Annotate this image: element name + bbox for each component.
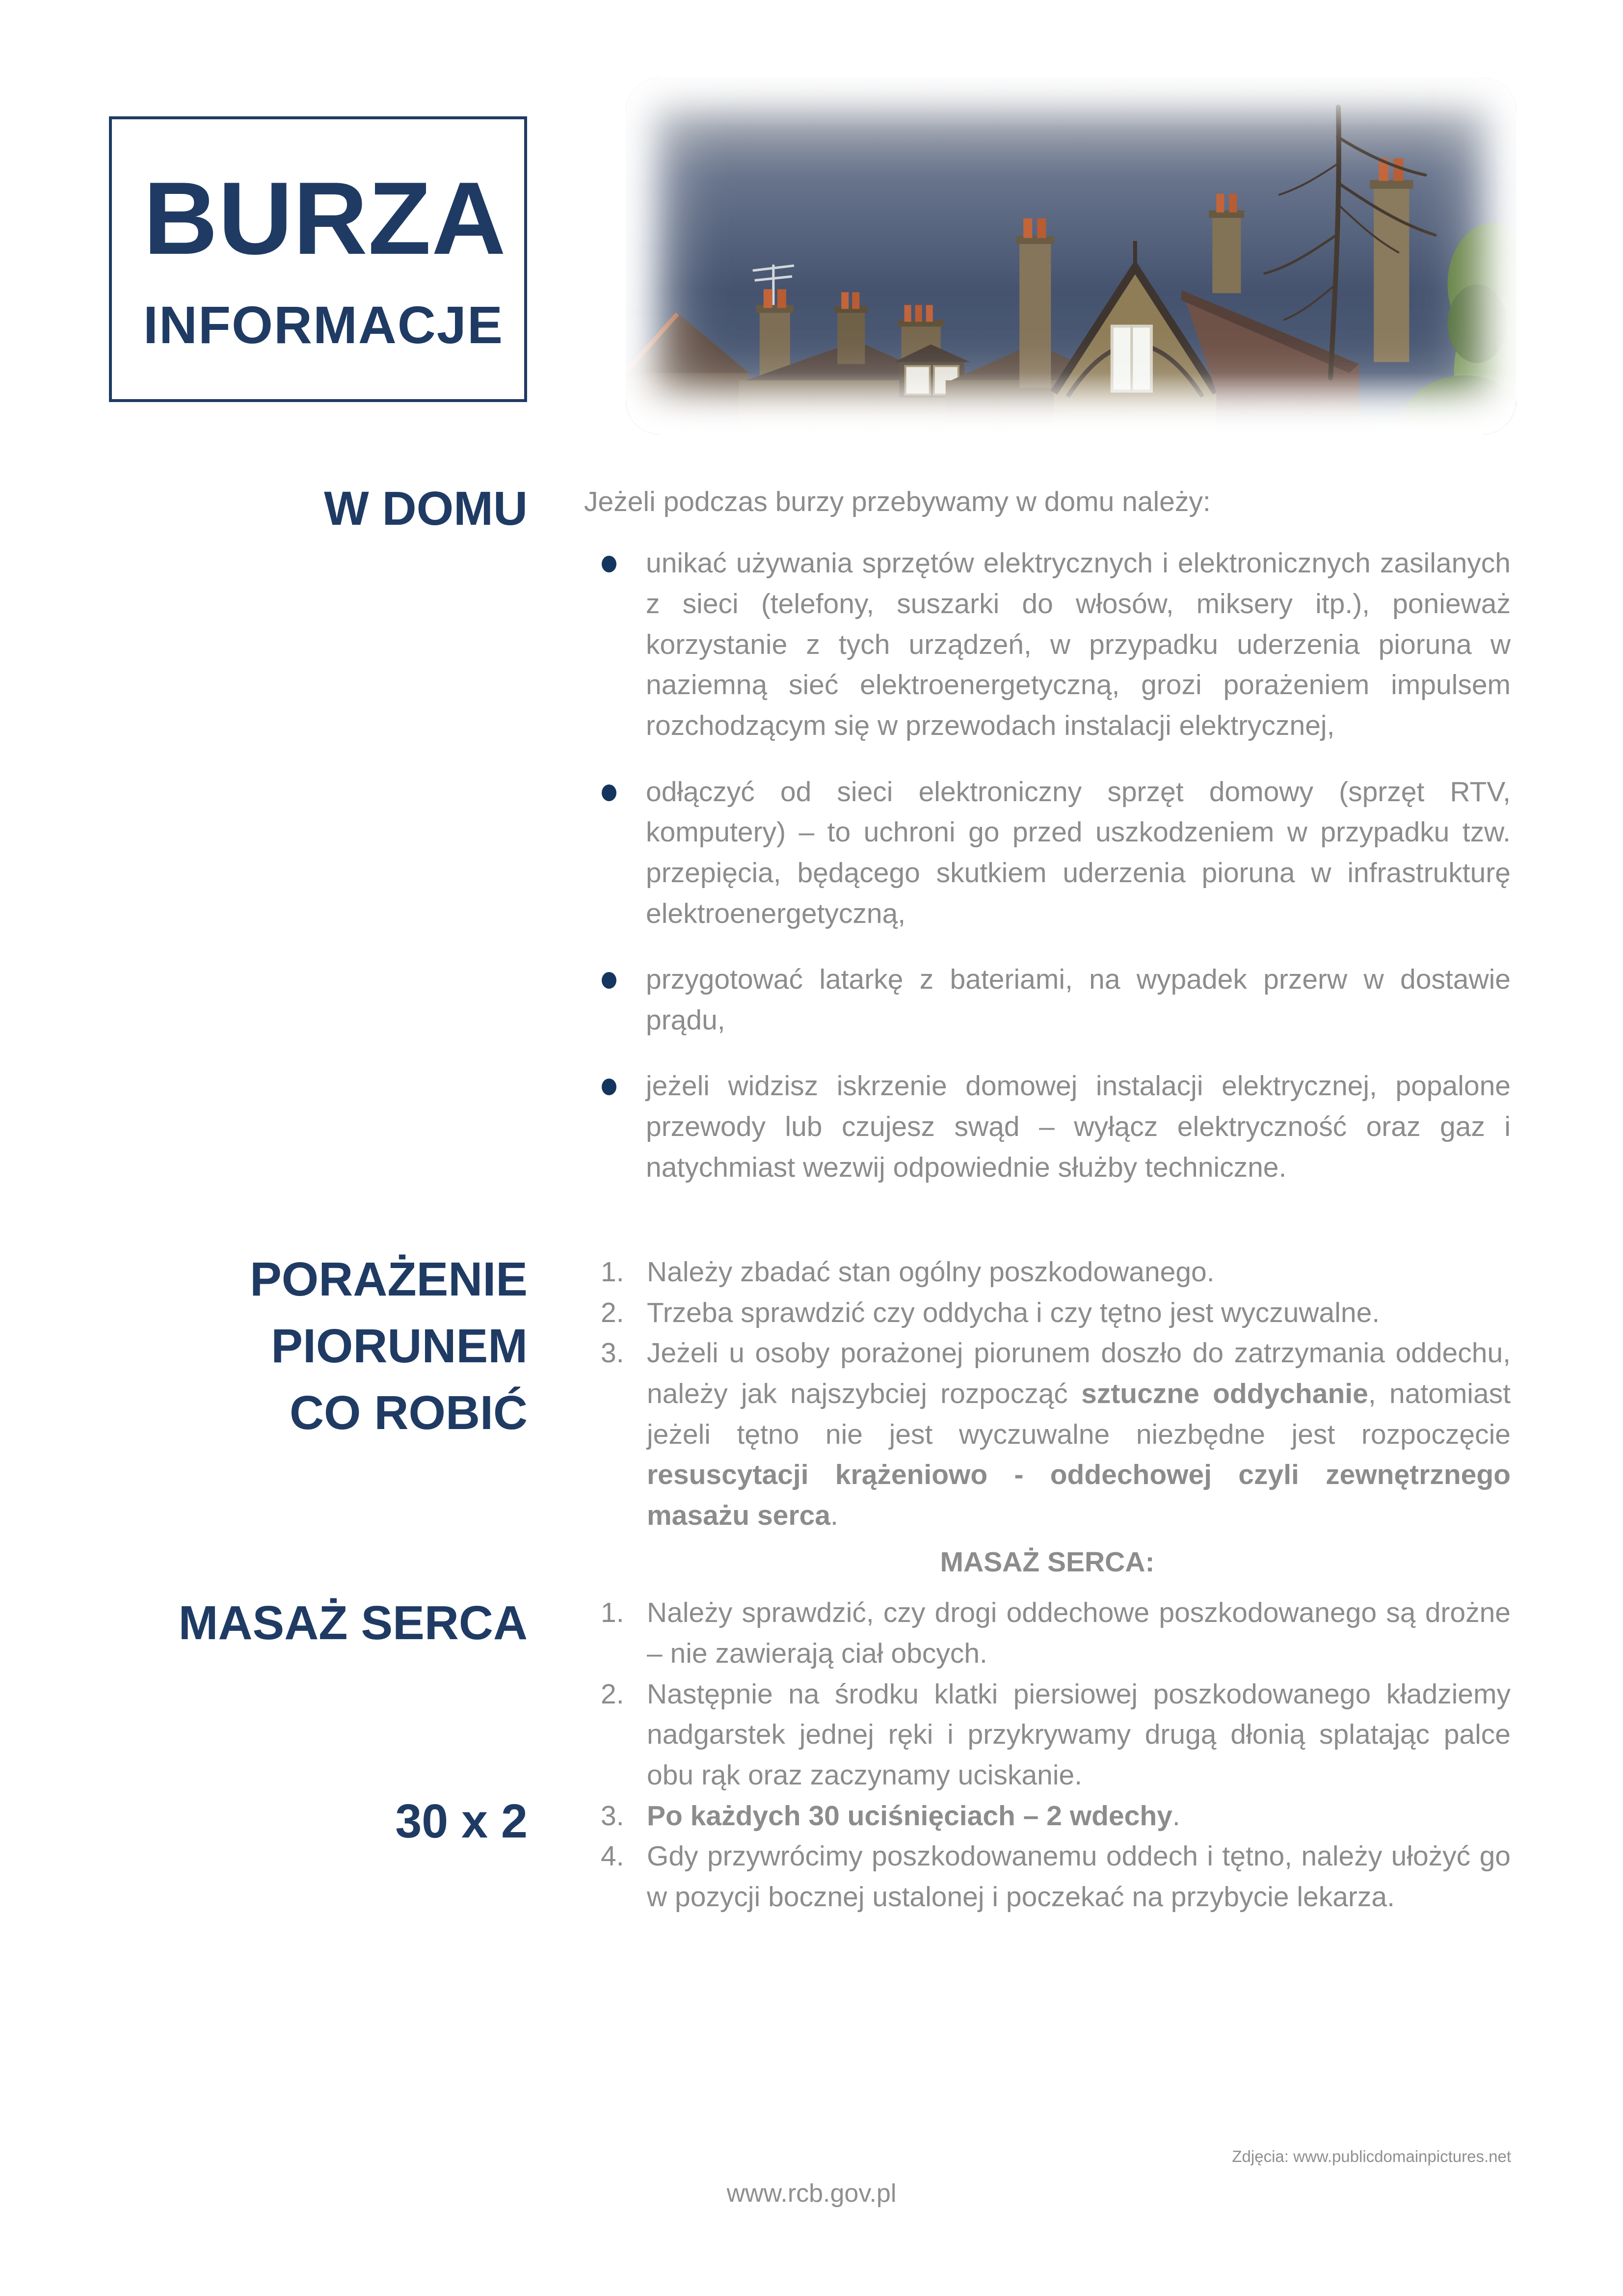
step-item [584,1333,1511,1536]
title-box [109,116,527,402]
step-item: Należy zbadać stan ogólny poszkodowanego. [647,1256,1215,1288]
rooftops-illustration [626,78,1517,434]
step-item: Należy sprawdzić, czy drogi oddechowe poszkodowanego są drożne – nie zawierają ciał obcych. [647,1597,1511,1670]
step-text: . [1172,1800,1180,1832]
photo-credit: Zdjęcia: www.publicdomainpictures.net [1232,2147,1511,2165]
porazenie-steps [584,1252,1511,1536]
step-item: Trzeba sprawdzić czy oddycha i czy tętno jest wyczuwalne. [647,1297,1380,1328]
step-text: Jeżeli u osoby porażonej piorunem doszło do zatrzymania oddechu, należy jak najszybciej rozpocząć [647,1337,1511,1409]
step-text-bold: Po każdych 30 uciśnięciach – 2 wdechy [647,1800,1172,1832]
label-30x2: 30 x 2 [395,1794,528,1848]
website-url: www.rcb.gov.pl [726,2179,897,2208]
step-item [584,1796,1511,1837]
w-domu-intro: Jeżeli podczas burzy przebywamy w domu należy: [584,486,1211,517]
masaz-serca-subheading: MASAŻ SERCA: [940,1546,1155,1578]
step-text: . [830,1499,838,1531]
section-w-domu-content [584,485,1511,1188]
step-text-bold: sztuczne oddychanie [1081,1378,1368,1409]
section-label-masaz-serca: MASAŻ SERCA [178,1596,528,1649]
w-domu-bullet-list [584,543,1511,1188]
storm-rooftops-photo [626,78,1517,434]
document-subtitle: INFORMACJE [143,295,504,354]
bullet-item: przygotować latarkę z bateriami, na wypadek przerw w dostawie prądu, [584,959,1511,1040]
bullet-item: unikać używania sprzętów elektrycznych i elektronicznych zasilanych z sieci (telefony, suszarki do włosów, miksery itp.), ponieważ korzystanie z tych urządzeń, w przypadku uderzenia pioruna w naziemną sieć elektroenergetyczną, grozi porażeniem impulsem rozchodzącym się w przewodach instalacji elektrycznej, [584,543,1511,746]
bullet-item: jeżeli widzisz iskrzenie domowej instalacji elektrycznej, popalone przewody lub czujesz swąd – wyłącz elektryczność oraz gaz i natychmiast wezwij odpowiednie służby techniczne. [584,1066,1511,1188]
label-line: CO ROBIĆ [290,1385,528,1439]
step-item: Gdy przywrócimy poszkodowanemu oddech i tętno, należy ułożyć go w pozycji bocznej ustalonej i poczekać na przybycie lekarza. [647,1840,1511,1913]
masaz-steps [584,1593,1511,1917]
bullet-item: odłączyć od sieci elektroniczny sprzęt domowy (sprzęt RTV, komputery) – to uchroni go przed uszkodzeniem w przypadku tzw. przepięcia, będącego skutkiem uderzenia pioruna w infrastrukturę elektroenergetyczną, [584,772,1511,934]
section-label-porazenie [109,1246,528,1446]
label-line: PORAŻENIE [250,1252,528,1306]
step-item: Następnie na środku klatki piersiowej poszkodowanego kładziemy nadgarstek jednej ręki i przykrywamy drugą dłonią splatając palce obu rąk oraz zaczynamy uciskanie. [647,1678,1511,1791]
step-text-bold: resuscytacji krążeniowo - oddechowej czyli zewnętrznego masażu serca [647,1459,1511,1531]
step-text: , natomiast jeżeli tętno nie jest wyczuwalne niezbędne jest rozpoczęcie [647,1378,1511,1450]
section-porazenie-content [584,1252,1511,1536]
document-title: BURZA [143,161,506,276]
section-masaz-content [584,1545,1511,1918]
label-line: PIORUNEM [271,1319,528,1373]
section-label-w-domu: W DOMU [324,482,528,535]
